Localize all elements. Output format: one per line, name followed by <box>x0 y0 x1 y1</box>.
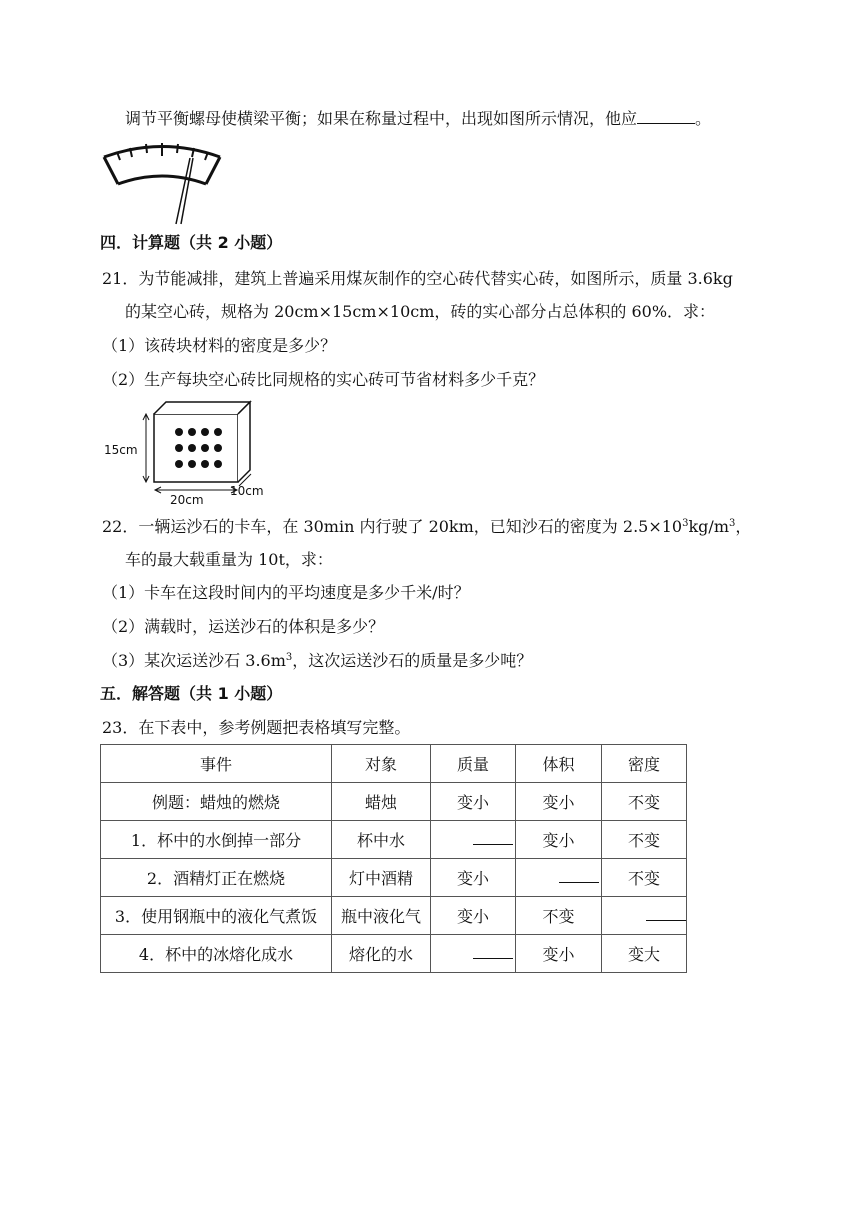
q21-line2: 的某空心砖，规格为 20cm×15cm×10cm，砖的实心部分占总体积的 60%．求： <box>125 302 716 321</box>
table-cell: 变小 <box>431 783 516 821</box>
table-row <box>101 897 687 935</box>
table-cell: 变小 <box>516 821 602 859</box>
header-cell: 事件 <box>101 745 332 783</box>
table-cell: 杯中水 <box>332 821 431 859</box>
balance-pointer-figure <box>100 140 225 228</box>
answer-blank[interactable] <box>473 944 513 959</box>
table-cell: 2．酒精灯正在燃烧 <box>101 859 332 897</box>
header-cell: 密度 <box>602 745 687 783</box>
answer-blank[interactable] <box>473 830 513 845</box>
q22-sub1: （1）卡车在这段时间内的平均速度是多少千米/时？ <box>102 583 470 602</box>
table-cell: 不变 <box>602 859 687 897</box>
q22-line1: 22．一辆运沙石的卡车，在 30min 内行驶了 20km，已知沙石的密度为 $2.5\times 10^3kg/m^3$， <box>102 517 752 536</box>
header-cell: 质量 <box>431 745 516 783</box>
q22-sub3: （3）某次运送沙石 $3.6m^3$，这次运送沙石的质量是多少吨？ <box>102 651 533 670</box>
table-cell: 变大 <box>602 935 687 973</box>
table-row <box>101 935 687 973</box>
table-row <box>101 859 687 897</box>
header-cell: 对象 <box>332 745 431 783</box>
label-15cm: 15cm <box>104 443 138 457</box>
table-cell: 例题：蜡烛的燃烧 <box>101 783 332 821</box>
table-cell: 变小 <box>516 783 602 821</box>
q21-line1: 21．为节能减排，建筑上普遍采用煤灰制作的空心砖代替实心砖，如图所示，质量 3.6kg <box>102 269 733 288</box>
table-cell: 变小 <box>516 935 602 973</box>
table-cell: 不变 <box>602 821 687 859</box>
table-header-row <box>101 745 687 783</box>
q21-sub1: （1）该砖块材料的密度是多少？ <box>102 336 337 355</box>
table-cell: 不变 <box>602 783 687 821</box>
table-cell: 变小 <box>431 859 516 897</box>
table-cell: 蜡烛 <box>332 783 431 821</box>
q23-intro: 23．在下表中，参考例题把表格填写完整。 <box>102 718 411 737</box>
question-continuation-line <box>125 108 711 130</box>
answer-blank[interactable] <box>637 109 695 124</box>
answer-blank-cell[interactable] <box>431 935 516 973</box>
answer-blank[interactable] <box>559 868 599 883</box>
table-cell: 1．杯中的水倒掉一部分 <box>101 821 332 859</box>
question-text: 调节平衡螺母使横梁平衡；如果在称量过程中，出现如图所示情况，他应 <box>125 109 638 128</box>
table-cell: 3．使用钢瓶中的液化气煮饭 <box>101 897 332 935</box>
answer-blank[interactable] <box>646 906 686 921</box>
label-20cm: 20cm <box>170 493 204 507</box>
q22-sub2: （2）满载时，运送沙石的体积是多少？ <box>102 617 385 636</box>
label-10cm: 10cm <box>230 484 264 498</box>
table-cell: 不变 <box>516 897 602 935</box>
q22-line2: 车的最大载重量为 10t，求： <box>125 550 333 569</box>
header-cell: 体积 <box>516 745 602 783</box>
section-heading-5: 五．解答题（共 1 小题） <box>100 684 283 703</box>
table-cell: 4．杯中的冰熔化成水 <box>101 935 332 973</box>
hollow-brick-figure <box>100 398 270 508</box>
q21-sub2: （2）生产每块空心砖比同规格的实心砖可节省材料多少千克？ <box>102 370 545 389</box>
table-cell: 变小 <box>431 897 516 935</box>
property-table <box>100 744 687 973</box>
section-heading-4: 四．计算题（共 2 小题） <box>100 233 283 252</box>
table-cell: 熔化的水 <box>332 935 431 973</box>
answer-blank-cell[interactable] <box>602 897 687 935</box>
table-row <box>101 783 687 821</box>
table-cell: 瓶中液化气 <box>332 897 431 935</box>
table-cell: 灯中酒精 <box>332 859 431 897</box>
answer-blank-cell[interactable] <box>431 821 516 859</box>
sentence-end: 。 <box>695 109 712 128</box>
table-row <box>101 821 687 859</box>
answer-blank-cell[interactable] <box>516 859 602 897</box>
